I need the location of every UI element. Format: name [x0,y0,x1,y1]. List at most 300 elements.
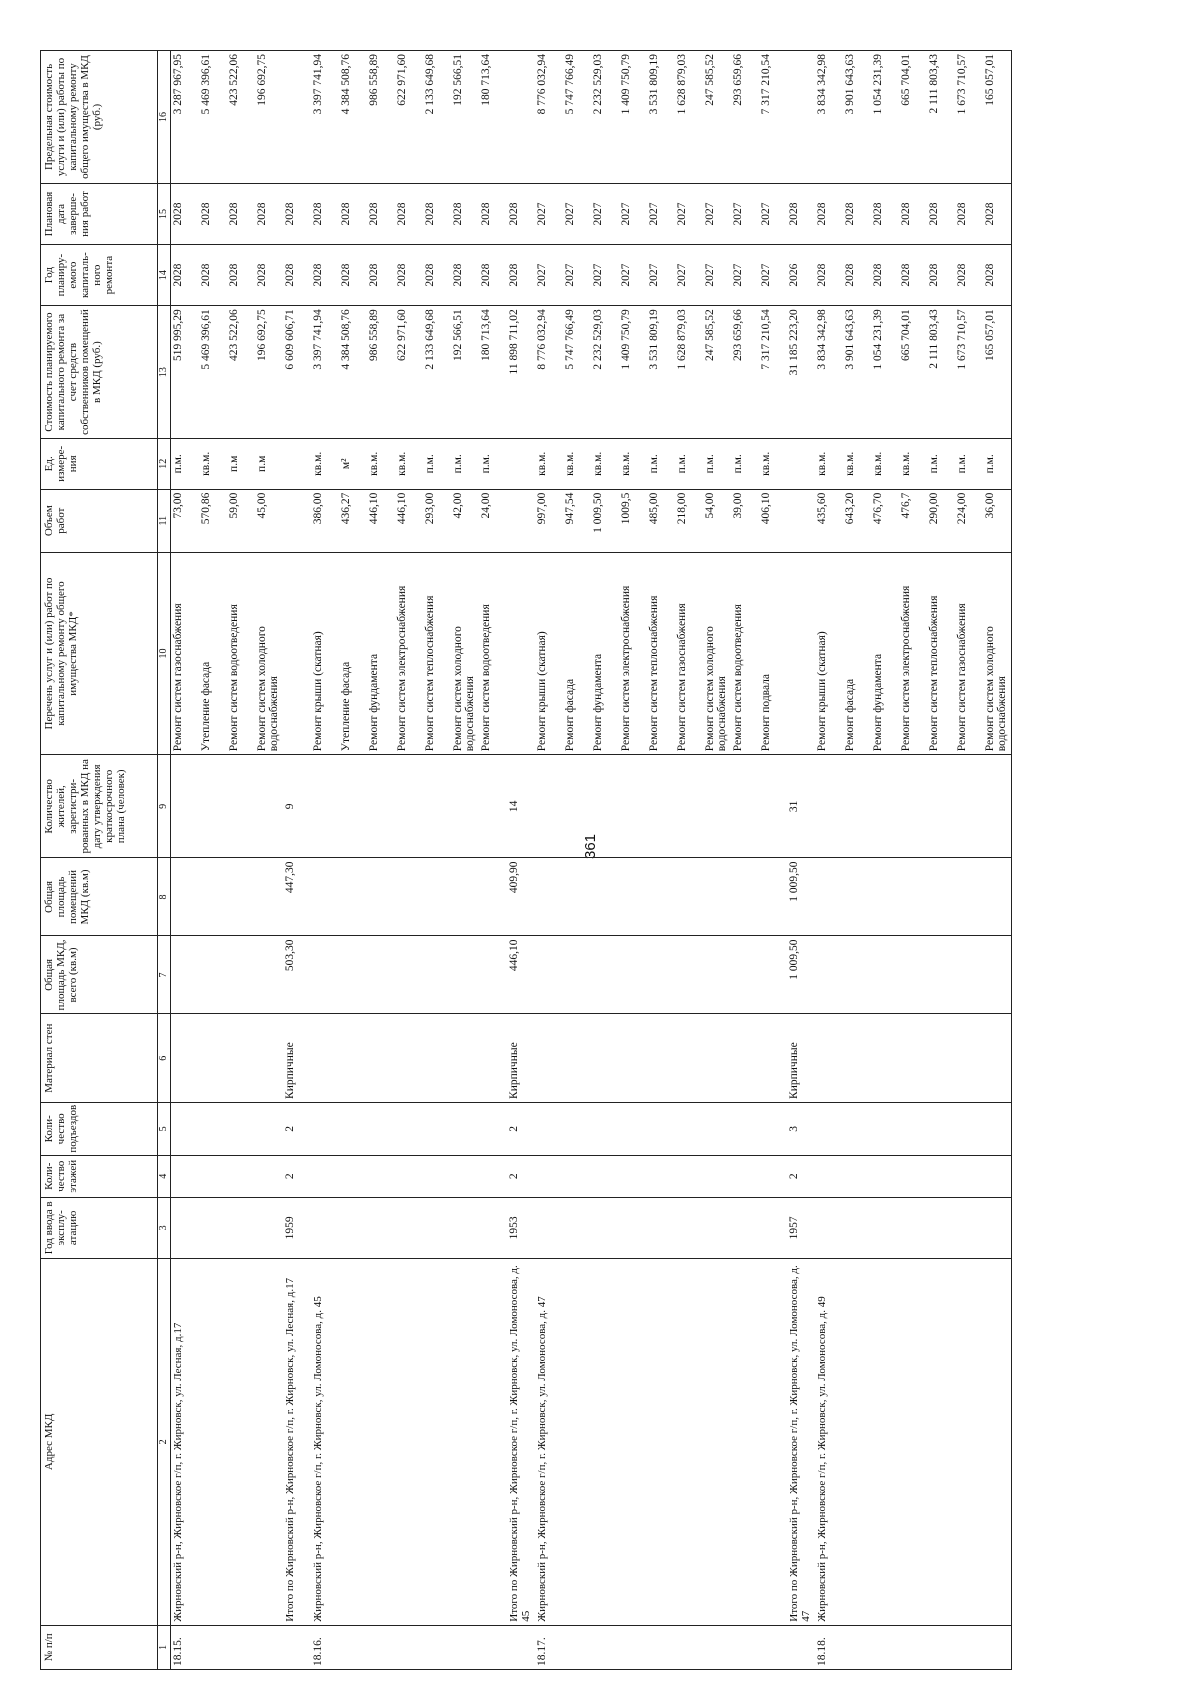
table-cell [955,1625,983,1669]
table-cell: 3 287 967,95 [171,51,200,184]
table-cell [787,438,815,489]
table-cell [199,1155,227,1197]
table-cell: 36,00 [983,489,1012,552]
table-cell [563,1258,591,1625]
table-cell: 5 469 396,61 [199,51,227,184]
table-cell [199,1014,227,1103]
column-header: Коли-чество этажей [41,1155,158,1197]
table-cell [535,936,563,1014]
table-cell: 196 692,75 [255,306,283,439]
table-cell [619,858,647,936]
table-cell [647,755,675,858]
table-row [675,51,703,1670]
table-row [591,51,619,1670]
table-cell [535,1155,563,1197]
column-number: 1 [158,1625,171,1669]
table-cell [367,1155,395,1197]
table-cell: 476,7 [899,489,927,552]
table-cell [367,936,395,1014]
table-cell: Ремонт систем холодного водоснабжения [703,552,731,754]
table-cell: 2 [507,1155,535,1197]
table-cell [899,1155,927,1197]
table-cell: 180 713,64 [479,51,507,184]
table-cell [227,1102,255,1155]
table-cell: 2028 [311,245,339,306]
table-cell [703,1197,731,1258]
table-cell [227,1258,255,1625]
table-cell: Ремонт систем холодного водоснабжения [451,552,479,754]
table-cell: 2028 [367,183,395,244]
table-cell: 290,00 [927,489,955,552]
table-cell [451,1197,479,1258]
table-cell: 293 659,66 [731,306,759,439]
table-cell: 986 558,89 [367,51,395,184]
table-cell: 2028 [899,183,927,244]
table-cell: 8 776 032,94 [535,306,563,439]
table-cell [983,1102,1012,1155]
table-cell: 6 609 606,71 [283,306,311,439]
table-cell [479,1155,507,1197]
table-cell [815,1155,843,1197]
column-header: Год ввода в эксплу-атацию [41,1197,158,1258]
table-cell: 2 [283,1155,311,1197]
table-cell: 196 692,75 [255,51,283,184]
table-cell: м² [339,438,367,489]
table-cell: 622 971,60 [395,51,423,184]
table-cell [563,1625,591,1669]
table-row [199,51,227,1670]
table-cell: 73,00 [171,489,200,552]
table-cell [339,1625,367,1669]
table-cell [759,755,787,858]
table-cell [927,1258,955,1625]
table-cell [451,1625,479,1669]
table-cell: 1 054 231,39 [871,306,899,439]
table-cell [227,1197,255,1258]
table-cell: 247 585,52 [703,306,731,439]
table-cell [311,858,339,936]
table-cell: 409,90 [507,858,535,936]
table-cell [983,1014,1012,1103]
table-cell [759,858,787,936]
table-cell: Ремонт систем газоснабжения [955,552,983,754]
table-cell [367,858,395,936]
table-cell: 446,10 [367,489,395,552]
table-cell [871,1155,899,1197]
table-cell: 45,00 [255,489,283,552]
table-cell: 218,00 [675,489,703,552]
table-cell: 2027 [675,245,703,306]
table-cell: 997,00 [535,489,563,552]
table-cell: 485,00 [647,489,675,552]
table-cell [451,1014,479,1103]
table-cell: п.м. [451,438,479,489]
table-cell [871,1014,899,1103]
table-cell: 1 409 750,79 [619,51,647,184]
table-cell: 192 566,51 [451,306,479,439]
table-cell: Утепление фасада [339,552,367,754]
table-cell [983,858,1012,936]
table-cell [871,1197,899,1258]
table-cell: кв.м. [899,438,927,489]
table-cell [451,755,479,858]
table-row [927,51,955,1670]
table-cell [983,936,1012,1014]
table-cell: 3 [787,1102,815,1155]
column-number: 2 [158,1258,171,1625]
table-cell: 2028 [479,183,507,244]
table-cell: Ремонт систем теплоснабжения [647,552,675,754]
table-cell: Итого по Жирновский р-н, Жирновское г/п, г. Жирновск, ул. Ломоносова, д. 47 [787,1258,815,1625]
table-cell: Ремонт систем теплоснабжения [927,552,955,754]
column-header: Коли-чество подъездов [41,1102,158,1155]
table-cell [563,1014,591,1103]
table-cell [451,936,479,1014]
table-cell: 1953 [507,1197,535,1258]
table-cell: Жирновский р-н, Жирновское г/п, г. Жирновск, ул. Лесная, д.17 [171,1258,200,1625]
table-cell: 31 [787,755,815,858]
table-row [759,51,787,1670]
table-cell: 2028 [843,245,871,306]
table-cell [227,1155,255,1197]
column-number: 5 [158,1102,171,1155]
table-cell: 2027 [619,183,647,244]
table-cell [731,1102,759,1155]
table-cell: п.м. [955,438,983,489]
table-cell [339,858,367,936]
table-cell: 3 531 809,19 [647,306,675,439]
column-number: 4 [158,1155,171,1197]
table-cell: 3 901 643,63 [843,306,871,439]
table-cell [563,858,591,936]
table-cell [227,936,255,1014]
table-cell: 42,00 [451,489,479,552]
table-cell: п.м. [703,438,731,489]
table-cell: 2 133 649,68 [423,51,451,184]
table-cell: п.м. [423,438,451,489]
column-header: Год планиру-емого капиталь-ного ремонта [41,245,158,306]
table-cell [843,1102,871,1155]
table-cell [367,1258,395,1625]
table-cell [871,1625,899,1669]
column-header: Количество жителей, зарегистри-рованных в МКД на дату утверждения краткосрочного плана (человек) [41,755,158,858]
table-cell: 2028 [255,183,283,244]
table-cell [843,1197,871,1258]
table-cell [787,51,815,184]
table-cell: 4 384 508,76 [339,51,367,184]
table-cell: 2 111 803,43 [927,306,955,439]
table-cell [619,1014,647,1103]
table-cell [423,1197,451,1258]
table-cell: 446,10 [395,489,423,552]
table-cell [731,936,759,1014]
table-cell [703,1155,731,1197]
table-cell [423,1258,451,1625]
table-cell: кв.м. [367,438,395,489]
table-row [647,51,675,1670]
table-cell [395,1197,423,1258]
table-cell [451,1155,479,1197]
table-cell [675,1014,703,1103]
table-cell [843,936,871,1014]
table-cell [955,755,983,858]
table-cell [339,755,367,858]
column-number: 16 [158,51,171,184]
table-cell: 24,00 [479,489,507,552]
table-cell [535,1014,563,1103]
table-cell: 3 834 342,98 [815,51,843,184]
table-cell: п.м. [731,438,759,489]
table-cell [759,1155,787,1197]
table-cell [703,1258,731,1625]
table-cell: Жирновский р-н, Жирновское г/п, г. Жирновск, ул. Ломоносова, д. 49 [815,1258,843,1625]
table-cell: 1 628 879,03 [675,306,703,439]
table-cell: 1 628 879,03 [675,51,703,184]
table-cell [423,755,451,858]
table-cell [451,1258,479,1625]
table-cell [563,1102,591,1155]
table-cell: Ремонт фасада [563,552,591,754]
table-cell [199,936,227,1014]
table-cell [619,1102,647,1155]
table-cell: п.м [227,438,255,489]
table-cell [955,1197,983,1258]
table-cell: 224,00 [955,489,983,552]
table-cell: 3 531 809,19 [647,51,675,184]
table-cell [199,1258,227,1625]
table-cell: 2 [787,1155,815,1197]
table-cell: 435,60 [815,489,843,552]
table-cell [507,438,535,489]
table-cell: 180 713,64 [479,306,507,439]
table-cell: Ремонт крыши (скатная) [311,552,339,754]
table-cell: кв.м. [843,438,871,489]
table-row [255,51,283,1670]
table-cell [759,1014,787,1103]
table-cell: Итого по Жирновский р-н, Жирновское г/п, г. Жирновск, ул. Ломоносова, д. 45 [507,1258,535,1625]
table-cell: Ремонт фундамента [367,552,395,754]
table-cell: 2027 [619,245,647,306]
table-cell: 2027 [591,183,619,244]
table-cell [535,858,563,936]
table-cell: 406,10 [759,489,787,552]
table-cell [507,1625,535,1669]
table-row [955,51,983,1670]
table-cell [311,936,339,1014]
table-cell [367,755,395,858]
table-cell: 8 776 032,94 [535,51,563,184]
table-cell [479,1625,507,1669]
table-cell: 2028 [507,245,535,306]
table-cell [227,755,255,858]
table-cell [479,936,507,1014]
table-cell [507,552,535,754]
table-cell [927,755,955,858]
table-cell: 2 [283,1102,311,1155]
table-cell [339,1014,367,1103]
table-cell [899,1258,927,1625]
table-cell: 2026 [787,245,815,306]
table-cell [283,438,311,489]
table-cell: 2027 [703,245,731,306]
table-cell [899,858,927,936]
table-cell: Кирпичные [787,1014,815,1103]
table-cell: 1009,5 [619,489,647,552]
column-header: Предельная стоимость услуги и (или) работы по капитальному ремонту общего имущества в МКД (руб.) [41,51,158,184]
table-cell [171,1102,200,1155]
table-cell [983,1197,1012,1258]
table-cell [899,1197,927,1258]
table-cell: 2027 [675,183,703,244]
column-header: Общая площадь помещений МКД (кв.м) [41,858,158,936]
table-cell: 447,30 [283,858,311,936]
header-row [41,51,158,1670]
table-row [507,51,535,1670]
table-cell [283,1625,311,1669]
column-header: № п/п [41,1625,158,1669]
table-cell [283,552,311,754]
table-cell [479,1014,507,1103]
table-cell: 436,27 [339,489,367,552]
table-cell: 9 [283,755,311,858]
table-cell [255,1155,283,1197]
table-cell: Ремонт систем теплоснабжения [423,552,451,754]
table-cell: Ремонт фасада [843,552,871,754]
table-row [563,51,591,1670]
table-cell [367,1014,395,1103]
table-cell [983,1258,1012,1625]
table-cell [311,1155,339,1197]
table-cell: п.м. [983,438,1012,489]
table-cell [563,755,591,858]
table-cell [423,1014,451,1103]
table-cell: 2 232 529,03 [591,306,619,439]
table-cell [647,858,675,936]
table-cell: 1 009,50 [591,489,619,552]
table-row [787,51,815,1670]
table-cell [479,858,507,936]
table-cell: 54,00 [703,489,731,552]
table-cell: Кирпичные [507,1014,535,1103]
table-cell: Ремонт подвала [759,552,787,754]
table-cell: 2028 [843,183,871,244]
table-cell: 18.18. [815,1625,843,1669]
table-cell: кв.м. [815,438,843,489]
table-cell: кв.м. [759,438,787,489]
table-cell: 2028 [955,183,983,244]
table-row [283,51,311,1670]
table-cell [451,1102,479,1155]
table-cell [619,1625,647,1669]
table-cell: Ремонт систем холодного водоснабжения [255,552,283,754]
table-cell [423,1155,451,1197]
table-cell: 2028 [395,183,423,244]
table-cell [311,1197,339,1258]
table-cell: Ремонт систем электроснабжения [395,552,423,754]
table-cell: 2027 [759,183,787,244]
table-cell [675,858,703,936]
table-cell [591,1155,619,1197]
column-header: Адрес МКД [41,1258,158,1625]
table-cell [199,858,227,936]
table-cell [899,1625,927,1669]
table-row [535,51,563,1670]
table-cell: 3 397 741,94 [311,306,339,439]
table-cell: кв.м. [591,438,619,489]
table-cell [843,1258,871,1625]
table-cell [423,936,451,1014]
table-row [227,51,255,1670]
table-cell [787,489,815,552]
table-cell [479,1197,507,1258]
table-cell [535,1197,563,1258]
table-cell: 2 232 529,03 [591,51,619,184]
table-cell [647,1102,675,1155]
table-cell: Ремонт систем водоотведения [479,552,507,754]
table-cell: 2028 [227,183,255,244]
table-cell [423,1625,451,1669]
table-cell [647,1155,675,1197]
table-cell [255,1102,283,1155]
table-cell: п.м. [171,438,200,489]
table-cell: 986 558,89 [367,306,395,439]
table-cell: 18.15. [171,1625,200,1669]
table-cell: 2027 [563,245,591,306]
table-cell [927,1197,955,1258]
table-cell [731,755,759,858]
table-cell: 7 317 210,54 [759,306,787,439]
table-row [871,51,899,1670]
table-cell [395,858,423,936]
table-cell: кв.м. [563,438,591,489]
table-cell: 2028 [787,183,815,244]
table-cell [199,1197,227,1258]
table-cell: 2 111 803,43 [927,51,955,184]
table-cell: 2027 [563,183,591,244]
table-cell: 165 057,01 [983,306,1012,439]
table-row [983,51,1012,1670]
table-cell: 386,00 [311,489,339,552]
table-cell [255,936,283,1014]
table-cell [871,1102,899,1155]
table-cell [983,1155,1012,1197]
table-row [703,51,731,1670]
table-cell: 2028 [871,245,899,306]
table-cell: 1957 [787,1197,815,1258]
table-cell [815,936,843,1014]
table-row [731,51,759,1670]
table-cell [339,1102,367,1155]
column-number: 11 [158,489,171,552]
table-cell: Ремонт систем холодного водоснабжения [983,552,1012,754]
table-cell [815,1014,843,1103]
table-cell [563,1197,591,1258]
table-cell: 1 673 710,57 [955,306,983,439]
table-cell [227,858,255,936]
table-cell: Кирпичные [283,1014,311,1103]
table-cell: 2027 [647,183,675,244]
table-cell: 2028 [199,245,227,306]
table-cell [619,936,647,1014]
table-cell [927,936,955,1014]
table-cell: Ремонт фундамента [871,552,899,754]
column-header: Материал стен [41,1014,158,1103]
table-cell: 1 673 710,57 [955,51,983,184]
column-header: Ед. измере-ния [41,438,158,489]
table-cell: 2028 [815,183,843,244]
table-row [843,51,871,1670]
table-cell [395,1102,423,1155]
